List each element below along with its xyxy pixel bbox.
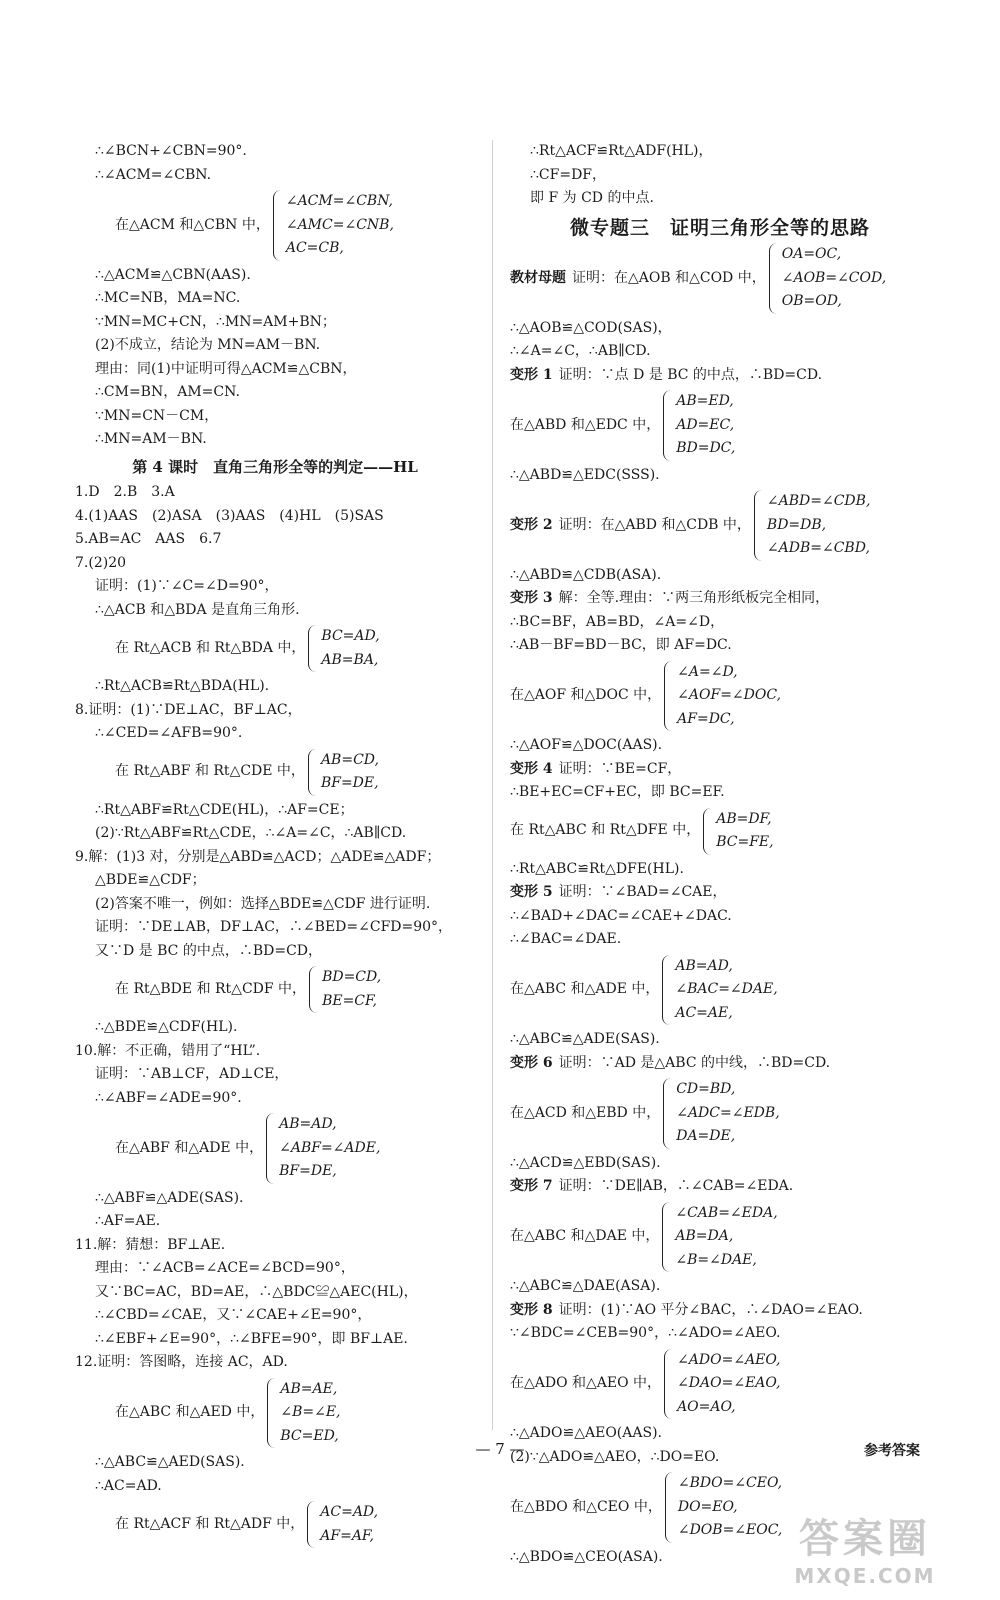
- brace: [703, 808, 712, 855]
- text-line: ∴△ACD≌△EBD(SAS).: [510, 1154, 661, 1171]
- answer-line: 8.证明：(1)∵DE⊥AC，BF⊥AC，: [75, 701, 302, 718]
- equation: ∠ADO=∠AEO,: [677, 1351, 781, 1368]
- system-prefix: 在 Rt△ABF 和 Rt△CDE 中，: [115, 763, 305, 780]
- system-prefix: 在△ABC 和△ADE 中，: [510, 981, 660, 997]
- watermark-logo: [750, 1505, 980, 1590]
- equation: DO=EO,: [677, 1498, 738, 1515]
- equation: ∠B=∠E,: [280, 1404, 341, 1420]
- section-tag: 变形 3: [510, 590, 553, 606]
- text-line: ∴△ABC≌△ADE(SAS).: [510, 1031, 660, 1047]
- text-line: (2)不成立，结论为 MN=AM－BN.: [95, 337, 321, 353]
- equation: AC=AD,: [320, 1504, 379, 1520]
- text-line: ∴△AOF≌△DOC(AAS).: [510, 737, 663, 753]
- section-tag: 变形 8: [510, 1301, 553, 1318]
- brace: [308, 625, 317, 672]
- text-line: ∴△ABC≌△DAE(ASA).: [510, 1278, 661, 1294]
- text-line: 证明：∵DE∥AB，∴∠CAB=∠EDA.: [558, 1178, 794, 1194]
- section-tag: 变形 7: [510, 1178, 553, 1194]
- right-column: [510, 140, 930, 1569]
- equation: ∠ADC=∠EDB,: [676, 1104, 780, 1121]
- equation: AB=AD,: [675, 957, 733, 974]
- equation: AO=AO,: [677, 1398, 736, 1415]
- equation-system: [510, 1202, 930, 1273]
- equation: ∠A=∠D,: [677, 663, 738, 680]
- text-line: (2)∵Rt△ABF≌Rt△CDE，∴∠A=∠C，∴AB∥CD.: [95, 825, 407, 841]
- equation-system: [75, 190, 475, 261]
- equation-system: [75, 625, 475, 672]
- equation-system: [510, 661, 930, 732]
- answer-line: 11.解：猜想：BF⊥AE.: [75, 1236, 226, 1253]
- left-column: [75, 140, 475, 1551]
- answer-line: 12.证明：答图略，连接 AC，AD.: [75, 1354, 288, 1370]
- equation: AB=DF,: [716, 810, 772, 827]
- equation: AF=AF,: [320, 1527, 374, 1544]
- system-prefix: 在 Rt△ABC 和 Rt△DFE 中，: [510, 822, 701, 839]
- text-line: 又∵BC=AC，BD=AE，∴△BDC≌△AEC(HL)，: [95, 1283, 418, 1300]
- brace: [754, 490, 763, 561]
- brace: [769, 243, 778, 314]
- equation-system: [510, 490, 930, 561]
- equation: BF=DE,: [320, 775, 379, 791]
- text-line: ∴Rt△ACB≌Rt△BDA(HL).: [95, 678, 270, 694]
- text-line: ∴∠EBF+∠E=90°，∴∠BFE=90°，即 BF⊥AE.: [95, 1330, 408, 1347]
- answer-line: 9.解：(1)3 对，分别是△ABD≌△ACD；△ADE≌△ADF；: [75, 848, 441, 865]
- equation: CD=BD,: [676, 1081, 736, 1097]
- equation: AF=DC,: [677, 710, 735, 727]
- text-line: ∴△ACM≌△CBN(AAS).: [95, 266, 251, 283]
- text-line: (2)答案不唯一，例如：选择△BDE≌△CDF 进行证明.: [95, 895, 431, 912]
- brace: [273, 190, 282, 261]
- text-line: ∴∠BAD+∠DAC=∠CAE+∠DAC.: [510, 907, 732, 924]
- equation: AB=ED,: [676, 393, 734, 409]
- text-line: ∴CM=BN，AM=CN.: [95, 384, 240, 400]
- brace: [664, 661, 673, 732]
- brace: [267, 1378, 276, 1449]
- system-prefix: 证明：在△ABD 和△CDB 中，: [558, 516, 751, 533]
- text-line: ∵MN=CN－CM，: [95, 407, 219, 424]
- text-line: 证明：∵BE=CF，: [558, 760, 682, 777]
- equation-system: [510, 1078, 930, 1149]
- system-prefix: 在△ABC 和△DAE 中，: [510, 1228, 660, 1244]
- equation-system: [510, 243, 930, 314]
- equation: ∠ABD=∠CDB,: [766, 493, 871, 509]
- system-prefix: 在 Rt△BDE 和 Rt△CDF 中，: [115, 980, 307, 997]
- equation: ∠ADB=∠CBD,: [766, 540, 870, 556]
- watermark-url: MXQE.COM: [794, 1564, 936, 1588]
- text-line: ∴∠A=∠C，∴AB∥CD.: [510, 343, 651, 359]
- section-tag: 变形 1: [510, 366, 553, 383]
- equation: ∠BAC=∠DAE,: [675, 981, 778, 997]
- text-line: 理由：∵∠ACB=∠ACE=∠BCD=90°，: [95, 1260, 355, 1276]
- answer-line: 10.解：不正确，错用了“HL”.: [75, 1042, 261, 1059]
- section-tag: 变形 2: [510, 516, 553, 533]
- text-line: (2)∵△ADO≌△AEO，∴DO=EO.: [510, 1448, 720, 1465]
- text-line: ∴∠CBD=∠CAE，又∵∠CAE+∠E=90°，: [95, 1307, 372, 1323]
- brace: [308, 749, 317, 796]
- system-prefix: 在△ABC 和△AED 中，: [115, 1404, 265, 1420]
- text-line: ∴Rt△ACF≌Rt△ADF(HL)，: [530, 143, 713, 159]
- system-prefix: 证明：在△AOB 和△COD 中，: [572, 269, 766, 286]
- equation-system: [75, 1378, 475, 1449]
- equation: AC=AE,: [675, 1004, 733, 1021]
- text-line: ∴AB－BF=BD－BC，即 AF=DC.: [510, 637, 732, 653]
- footer-label: 参考答案: [864, 1443, 920, 1459]
- answer-line: 4.(1)AAS (2)ASA (3)AAS (4)HL (5)SAS: [75, 507, 384, 524]
- equation: ∠DOB=∠EOC,: [677, 1522, 783, 1538]
- system-prefix: 在 Rt△ACF 和 Rt△ADF 中，: [115, 1515, 305, 1532]
- section-tag: 变形 4: [510, 760, 553, 777]
- equation: BC=FE,: [716, 834, 774, 850]
- text-line: ∴∠BAC=∠DAE.: [510, 931, 622, 947]
- text-line: ∴MC=NB，MA=NC.: [95, 290, 241, 306]
- text-line: ∴AF=AE.: [95, 1213, 161, 1229]
- equation-system: [510, 808, 930, 855]
- system-prefix: 在△ABF 和△ADE 中，: [115, 1139, 264, 1156]
- column-divider: [492, 140, 493, 1430]
- equation: ∠AMC=∠CNB,: [285, 216, 394, 233]
- text-line: ∵MN=MC+CN，∴MN=AM+BN；: [95, 313, 336, 330]
- answer-line: 7.(2)20: [75, 554, 127, 571]
- equation: ∠CAB=∠EDA,: [675, 1204, 778, 1221]
- equation: BD=CD,: [322, 969, 382, 985]
- answer-line: 5.AB=AC AAS 6.7: [75, 531, 222, 547]
- text-line: ∴Rt△ABF≌Rt△CDE(HL)，∴AF=CE；: [95, 801, 354, 818]
- equation: AD=EC,: [676, 416, 735, 433]
- text-line: ∴Rt△ABC≌Rt△DFE(HL).: [510, 860, 684, 877]
- section-tag: 变形 6: [510, 1054, 553, 1071]
- text-line: 证明：∵点 D 是 BC 的中点，∴BD=CD.: [558, 366, 823, 383]
- text-line: ∴CF=DF，: [530, 166, 607, 183]
- text-line: ∴△BDO≌△CEO(ASA).: [510, 1548, 663, 1565]
- text-line: 理由：同(1)中证明可得△ACM≌△CBN，: [95, 360, 357, 377]
- equation: BD=DB,: [766, 516, 827, 533]
- text-line: ∴∠ACM=∠CBN.: [95, 166, 212, 183]
- system-prefix: 在△ADO 和△AEO 中，: [510, 1375, 662, 1391]
- brace: [662, 1202, 671, 1273]
- page-number: — 7 —: [475, 1440, 525, 1458]
- equation: ∠ABF=∠ADE,: [279, 1139, 381, 1156]
- system-prefix: 在 Rt△ACB 和 Rt△BDA 中，: [115, 639, 306, 656]
- equation: BC=ED,: [280, 1427, 339, 1444]
- brace: [662, 955, 671, 1026]
- text-line: ∴∠CED=∠AFB=90°.: [95, 725, 243, 741]
- system-prefix: 在△ABD 和△EDC 中，: [510, 416, 661, 433]
- equation: ∠ACM=∠CBN,: [285, 193, 393, 209]
- text-line: ∴△ADO≌△AEO(AAS).: [510, 1425, 662, 1441]
- equation: ∠AOB=∠COD,: [781, 269, 887, 286]
- equation: AB=DA,: [675, 1228, 734, 1244]
- equation: ∠DAO=∠EAO,: [677, 1375, 781, 1391]
- text-line: 证明：∵∠BAD=∠CAE，: [558, 884, 727, 900]
- watermark-text: 答案圈: [799, 1516, 931, 1562]
- equation: AB=CD,: [320, 751, 379, 768]
- brace: [266, 1113, 275, 1184]
- text-line: ∴AC=AD.: [95, 1477, 162, 1494]
- text-line: 证明：∵DE⊥AB，DF⊥AC，∴∠BED=∠CFD=90°，: [95, 919, 453, 935]
- text-line: ∴∠ABF=∠ADE=90°.: [95, 1089, 242, 1106]
- equation: OB=OD,: [781, 293, 842, 309]
- text-line: 即 F 为 CD 的中点.: [530, 190, 654, 206]
- text-line: 证明：∵AB⊥CF，AD⊥CE，: [95, 1066, 289, 1082]
- section-tag: 变形 5: [510, 884, 553, 900]
- equation-system: [75, 966, 475, 1013]
- equation: BE=CF,: [322, 992, 377, 1009]
- equation-system: [75, 1501, 475, 1548]
- equation-system: [510, 1349, 930, 1420]
- text-line: ∴△ABD≌△EDC(SSS).: [510, 466, 660, 483]
- equation: BC=AD,: [321, 628, 380, 644]
- equation: AB=AE,: [280, 1380, 338, 1397]
- system-prefix: 在△ACM 和△CBN 中，: [115, 216, 270, 233]
- text-line: ∴△ABC≌△AED(SAS).: [95, 1454, 245, 1470]
- equation: BF=DE,: [279, 1163, 337, 1179]
- text-line: △BDE≌△CDF；: [95, 872, 206, 888]
- equation: DA=DE,: [676, 1128, 736, 1144]
- text-line: 证明：(1)∵∠C=∠D=90°，: [95, 578, 279, 594]
- equation-system: [510, 390, 930, 461]
- text-line: 证明：(1)∵AO 平分∠BAC，∴∠DAO=∠EAO.: [558, 1301, 863, 1318]
- text-line: ∴△BDE≌△CDF(HL).: [95, 1019, 238, 1035]
- text-line: ∴△AOB≌△COD(SAS)，: [510, 319, 672, 336]
- text-line: ∴BC=BF，AB=BD，∠A=∠D，: [510, 613, 725, 630]
- equation: OA=OC,: [781, 246, 842, 262]
- topic-title: 微专题三 证明三角形全等的思路: [569, 216, 870, 239]
- equation-system: [75, 1113, 475, 1184]
- brace: [664, 1349, 673, 1420]
- equation-system: [75, 749, 475, 796]
- equation: BD=DC,: [676, 440, 736, 456]
- equation-system: [510, 955, 930, 1026]
- text-line: ∴MN=AM－BN.: [95, 431, 207, 447]
- brace: [663, 390, 672, 461]
- equation: AB=AD,: [279, 1116, 337, 1132]
- equation: AB=BA,: [321, 651, 379, 668]
- system-prefix: 在△BDO 和△CEO 中，: [510, 1498, 662, 1515]
- equation: ∠BDO=∠CEO,: [677, 1475, 783, 1491]
- system-prefix: 在△ACD 和△EBD 中，: [510, 1104, 661, 1121]
- brace: [309, 966, 318, 1013]
- text-line: 解：全等.理由：∵两三角形纸板完全相同，: [558, 590, 830, 606]
- brace: [665, 1472, 674, 1543]
- text-line: ∴BE+EC=CF+EC，即 BC=EF.: [510, 784, 725, 800]
- text-line: 证明：∵AD 是△ABC 的中线，∴BD=CD.: [558, 1054, 831, 1071]
- text-line: ∴△ABD≌△CDB(ASA).: [510, 566, 662, 583]
- brace: [307, 1501, 316, 1548]
- equation: AC=CB,: [285, 240, 344, 256]
- text-line: ∴△ABF≌△ADE(SAS).: [95, 1189, 244, 1206]
- equation: ∠AOF=∠DOC,: [677, 687, 782, 703]
- text-line: ∴∠BCN+∠CBN=90°.: [95, 143, 247, 159]
- text-line: 又∵D 是 BC 的中点，∴BD=CD，: [95, 942, 323, 959]
- lesson-title: 第 4 课时 直角三角形全等的判定——HL: [132, 457, 418, 476]
- section-tag: 教材母题: [510, 269, 566, 286]
- brace: [663, 1078, 672, 1149]
- answer-line: 1.D 2.B 3.A: [75, 484, 175, 500]
- system-prefix: 在△AOF 和△DOC 中，: [510, 687, 662, 703]
- text-line: ∴△ACB 和△BDA 是直角三角形.: [95, 601, 300, 618]
- text-line: ∵∠BDC=∠CEB=90°，∴∠ADO=∠AEO.: [510, 1325, 781, 1341]
- equation: ∠B=∠DAE,: [675, 1251, 757, 1268]
